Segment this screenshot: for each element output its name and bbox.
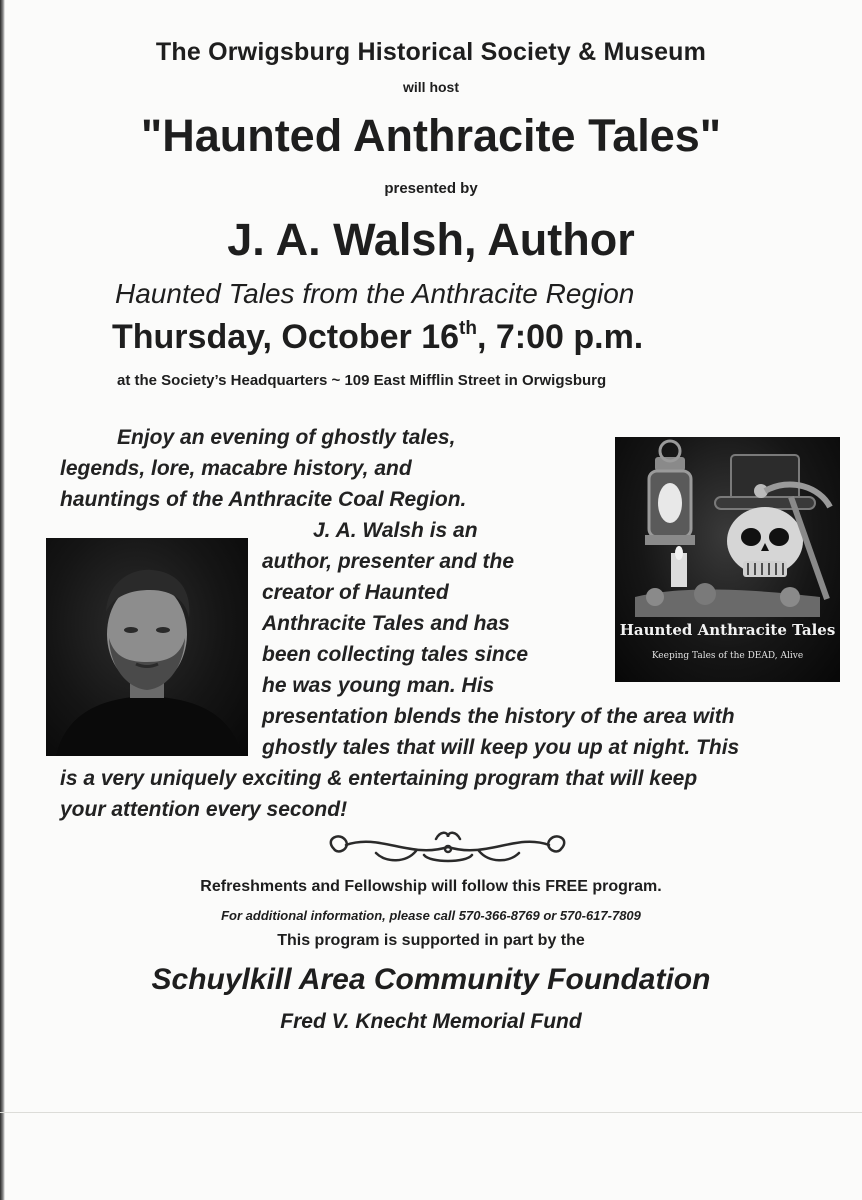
- description-line: author, presenter and the: [262, 550, 515, 573]
- description-line: is a very uniquely exciting & entertaining program that will keep: [60, 767, 698, 790]
- event-date-time: [112, 318, 643, 357]
- event-title: "Haunted Anthracite Tales": [140, 110, 722, 161]
- date-suffix: th: [459, 318, 477, 339]
- description-line: creator of Haunted: [262, 581, 449, 604]
- author-photo: [46, 538, 248, 756]
- supported-by-text: This program is supported in part by the: [277, 932, 585, 949]
- book-cover-title: Haunted Anthracite Tales: [619, 621, 836, 639]
- sponsor-fund: Fred V. Knecht Memorial Fund: [280, 1010, 582, 1033]
- venue-address: at the Society’s Headquarters ~ 109 East Mifflin Street in Orwigsburg: [117, 372, 607, 389]
- refreshments-note: Refreshments and Fellowship will follow this FREE program.: [200, 878, 662, 895]
- presented-by-text: presented by: [384, 180, 478, 197]
- host-organization: The Orwigsburg Historical Society & Museum: [155, 38, 707, 66]
- sponsor-foundation: Schuylkill Area Community Foundation: [151, 963, 711, 996]
- author-name: J. A. Walsh, Author: [227, 214, 635, 265]
- description-line: been collecting tales since: [262, 643, 529, 666]
- description-line: your attention every second!: [60, 798, 348, 821]
- description-line: presentation blends the history of the area with: [262, 705, 735, 728]
- ornamental-divider: [320, 827, 575, 869]
- description-line: he was young man. His: [262, 674, 495, 697]
- description-line: Anthracite Tales and has: [262, 612, 510, 635]
- description-line: hauntings of the Anthracite Coal Region.: [60, 488, 467, 511]
- contact-info: For additional information, please call 570-366-8769 or 570-617-7809: [221, 908, 641, 923]
- date-main: Thursday, October 16: [112, 318, 460, 356]
- paper-fold-line: [0, 1112, 862, 1113]
- lantern-skull-illustration: [615, 437, 840, 617]
- will-host-text: will host: [403, 79, 459, 95]
- description-line: J. A. Walsh is an: [313, 519, 478, 542]
- date-time: , 7:00 p.m.: [476, 318, 644, 356]
- description-line: legends, lore, macabre history, and: [60, 457, 412, 480]
- description-line: ghostly tales that will keep you up at night. This: [262, 736, 740, 759]
- author-portrait-illustration: [46, 538, 248, 756]
- book-cover: [615, 437, 840, 682]
- event-subtitle: Haunted Tales from the Anthracite Region: [115, 278, 635, 309]
- description-line: Enjoy an evening of ghostly tales,: [117, 426, 456, 449]
- book-cover-tagline: Keeping Tales of the DEAD, Alive: [651, 651, 804, 661]
